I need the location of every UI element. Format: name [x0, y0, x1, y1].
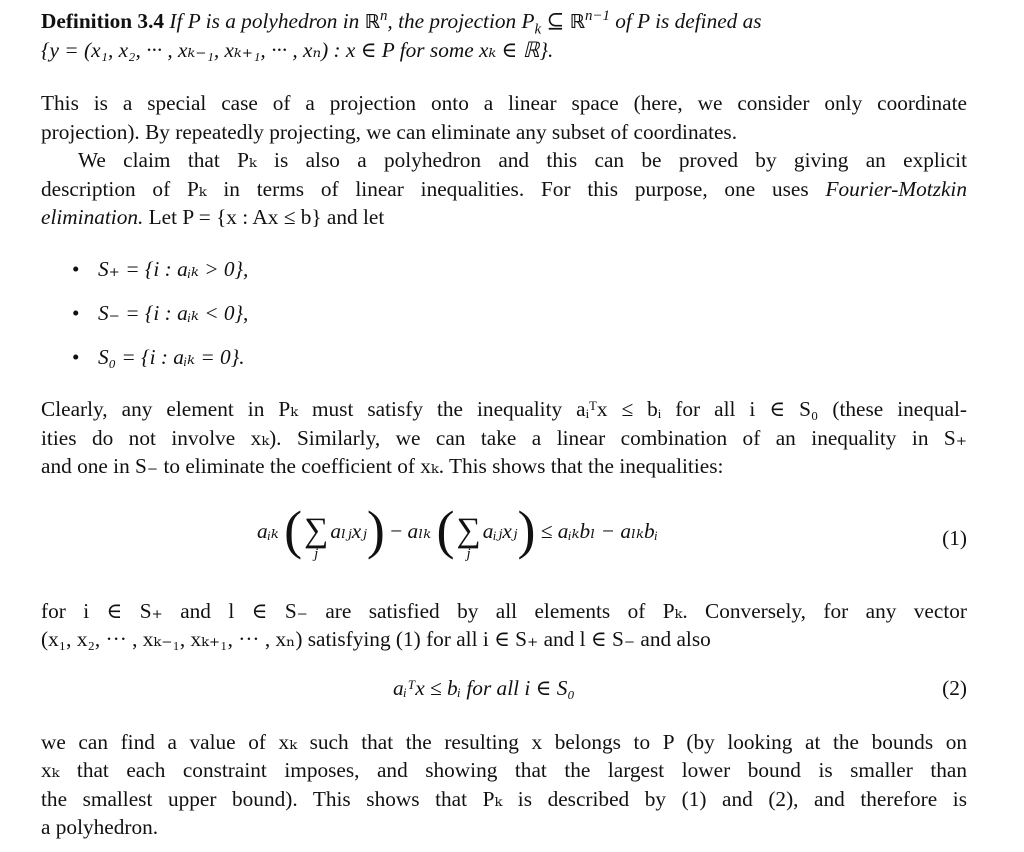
paragraph-2-line-2 [41, 176, 967, 202]
sum-symbol [304, 512, 329, 562]
definition-label: Definition 3.4 [41, 9, 165, 33]
sum-index-2: j [466, 546, 471, 562]
paragraph-1-line-2: projection). By repeatedly projecting, we can eliminate any subset of coordinates. [41, 120, 738, 144]
equation-1-body [257, 500, 658, 562]
sum-symbol-2 [456, 512, 481, 562]
bullet-icon: • [72, 301, 80, 325]
paragraph-2-line-1: We claim that Pₖ is also a polyhedron and this can be proved by giving an explicit [78, 148, 967, 172]
paragraph-5-line-3: the smallest upper bound). This shows that Pₖ is described by (1) and (2), and therefore is [41, 787, 967, 811]
real-numbers-symbol-2: ℝ [569, 10, 585, 33]
paragraph-5-line-1: we can find a value of xₖ such that the resulting x belongs to P (by looking at the bounds on [41, 730, 967, 754]
list-item-text: S₊ = {i : aᵢₖ > 0}, [98, 257, 249, 281]
list-item-text: S₀ = {i : aᵢₖ = 0}. [98, 345, 245, 369]
definition-line-2: {y = (x₁, x₂, ··· , xₖ₋₁, xₖ₊₁, ··· , xₙ) : x ∈ P for some xₖ ∈ ℝ}. [41, 38, 554, 62]
fourier-motzkin-term: Fourier-Motzkin [825, 177, 967, 201]
left-paren-2: ( [436, 500, 455, 560]
sum-term-2: aᵢⱼxⱼ [482, 518, 518, 543]
definition-line-1 [41, 7, 967, 38]
sigma-icon: ∑ [304, 512, 329, 549]
coefficient-a-lk: aₗₖ [407, 518, 432, 543]
paragraph-1-line-1: This is a special case of a projection onto a linear space (here, we consider only coordinate [41, 91, 967, 115]
minus-sign: − [384, 518, 408, 543]
left-paren: ( [284, 500, 303, 560]
sum-term-1: aₗⱼxⱼ [330, 518, 367, 543]
list-item [72, 344, 245, 370]
paragraph-2-line-2-text: description of Pₖ in terms of linear inequalities. For this purpose, one uses [41, 177, 826, 201]
sigma-icon-2: ∑ [456, 512, 481, 549]
paragraph-3-line-3: and one in S₋ to eliminate the coefficient of xₖ. This shows that the inequalities: [41, 454, 724, 478]
equation-2-number: (2) [942, 676, 967, 700]
bullet-icon: • [72, 345, 80, 369]
right-paren: ) [366, 500, 385, 560]
definition-text-b: , the projection P [387, 9, 535, 33]
equation-2-body: aᵢᵀx ≤ bᵢ for all i ∈ S₀ [393, 676, 575, 700]
equation-1-number: (1) [942, 526, 967, 550]
definition-text-a: If P is a polyhedron in [169, 9, 365, 33]
dimension-superscript: n [379, 7, 388, 24]
definition-text-c: of P is defined as [609, 9, 762, 33]
paragraph-4-line-2: (x₁, x₂, ··· , xₖ₋₁, xₖ₊₁, ··· , xₙ) satisfying (1) for all i ∈ S₊ and l ∈ S₋ and also [41, 627, 711, 651]
right-paren-2: ) [517, 500, 536, 560]
list-item [72, 256, 248, 282]
paragraph-4-line-1: for i ∈ S₊ and l ∈ S₋ are satisfied by all elements of Pₖ. Conversely, for any vector [41, 599, 967, 623]
equation-1 [41, 500, 967, 580]
elimination-term: elimination. [41, 205, 144, 229]
bullet-icon: • [72, 257, 80, 281]
paragraph-2-line-3-text: Let P = {x : Ax ≤ b} and let [143, 205, 385, 229]
subscript-k: k [534, 21, 542, 38]
dimension-superscript-2: n−1 [584, 7, 610, 24]
paragraph-5-line-4: a polyhedron. [41, 815, 159, 839]
paragraph-5-line-2: xₖ that each constraint imposes, and showing that the largest lower bound is smaller than [41, 758, 967, 782]
paragraph-3-line-2: ities do not involve xₖ). Similarly, we can take a linear combination of an inequality in S₊ [41, 426, 967, 450]
subset-symbol: ⊆ [541, 9, 570, 33]
paragraph-3-line-1: Clearly, any element in Pₖ must satisfy the inequality aᵢᵀx ≤ bᵢ for all i ∈ S₀ (these inequal- [41, 397, 967, 421]
list-item-text: S₋ = {i : aᵢₖ < 0}, [98, 301, 249, 325]
equation-1-rhs: ≤ aᵢₖbₗ − aₗₖbᵢ [535, 518, 658, 543]
coefficient-a-ik: aᵢₖ [257, 518, 279, 543]
real-numbers-symbol: ℝ [364, 10, 380, 33]
sum-index: j [314, 546, 319, 562]
equation-2 [41, 676, 967, 706]
paragraph-2-line-3 [41, 204, 967, 230]
list-item [72, 300, 248, 326]
